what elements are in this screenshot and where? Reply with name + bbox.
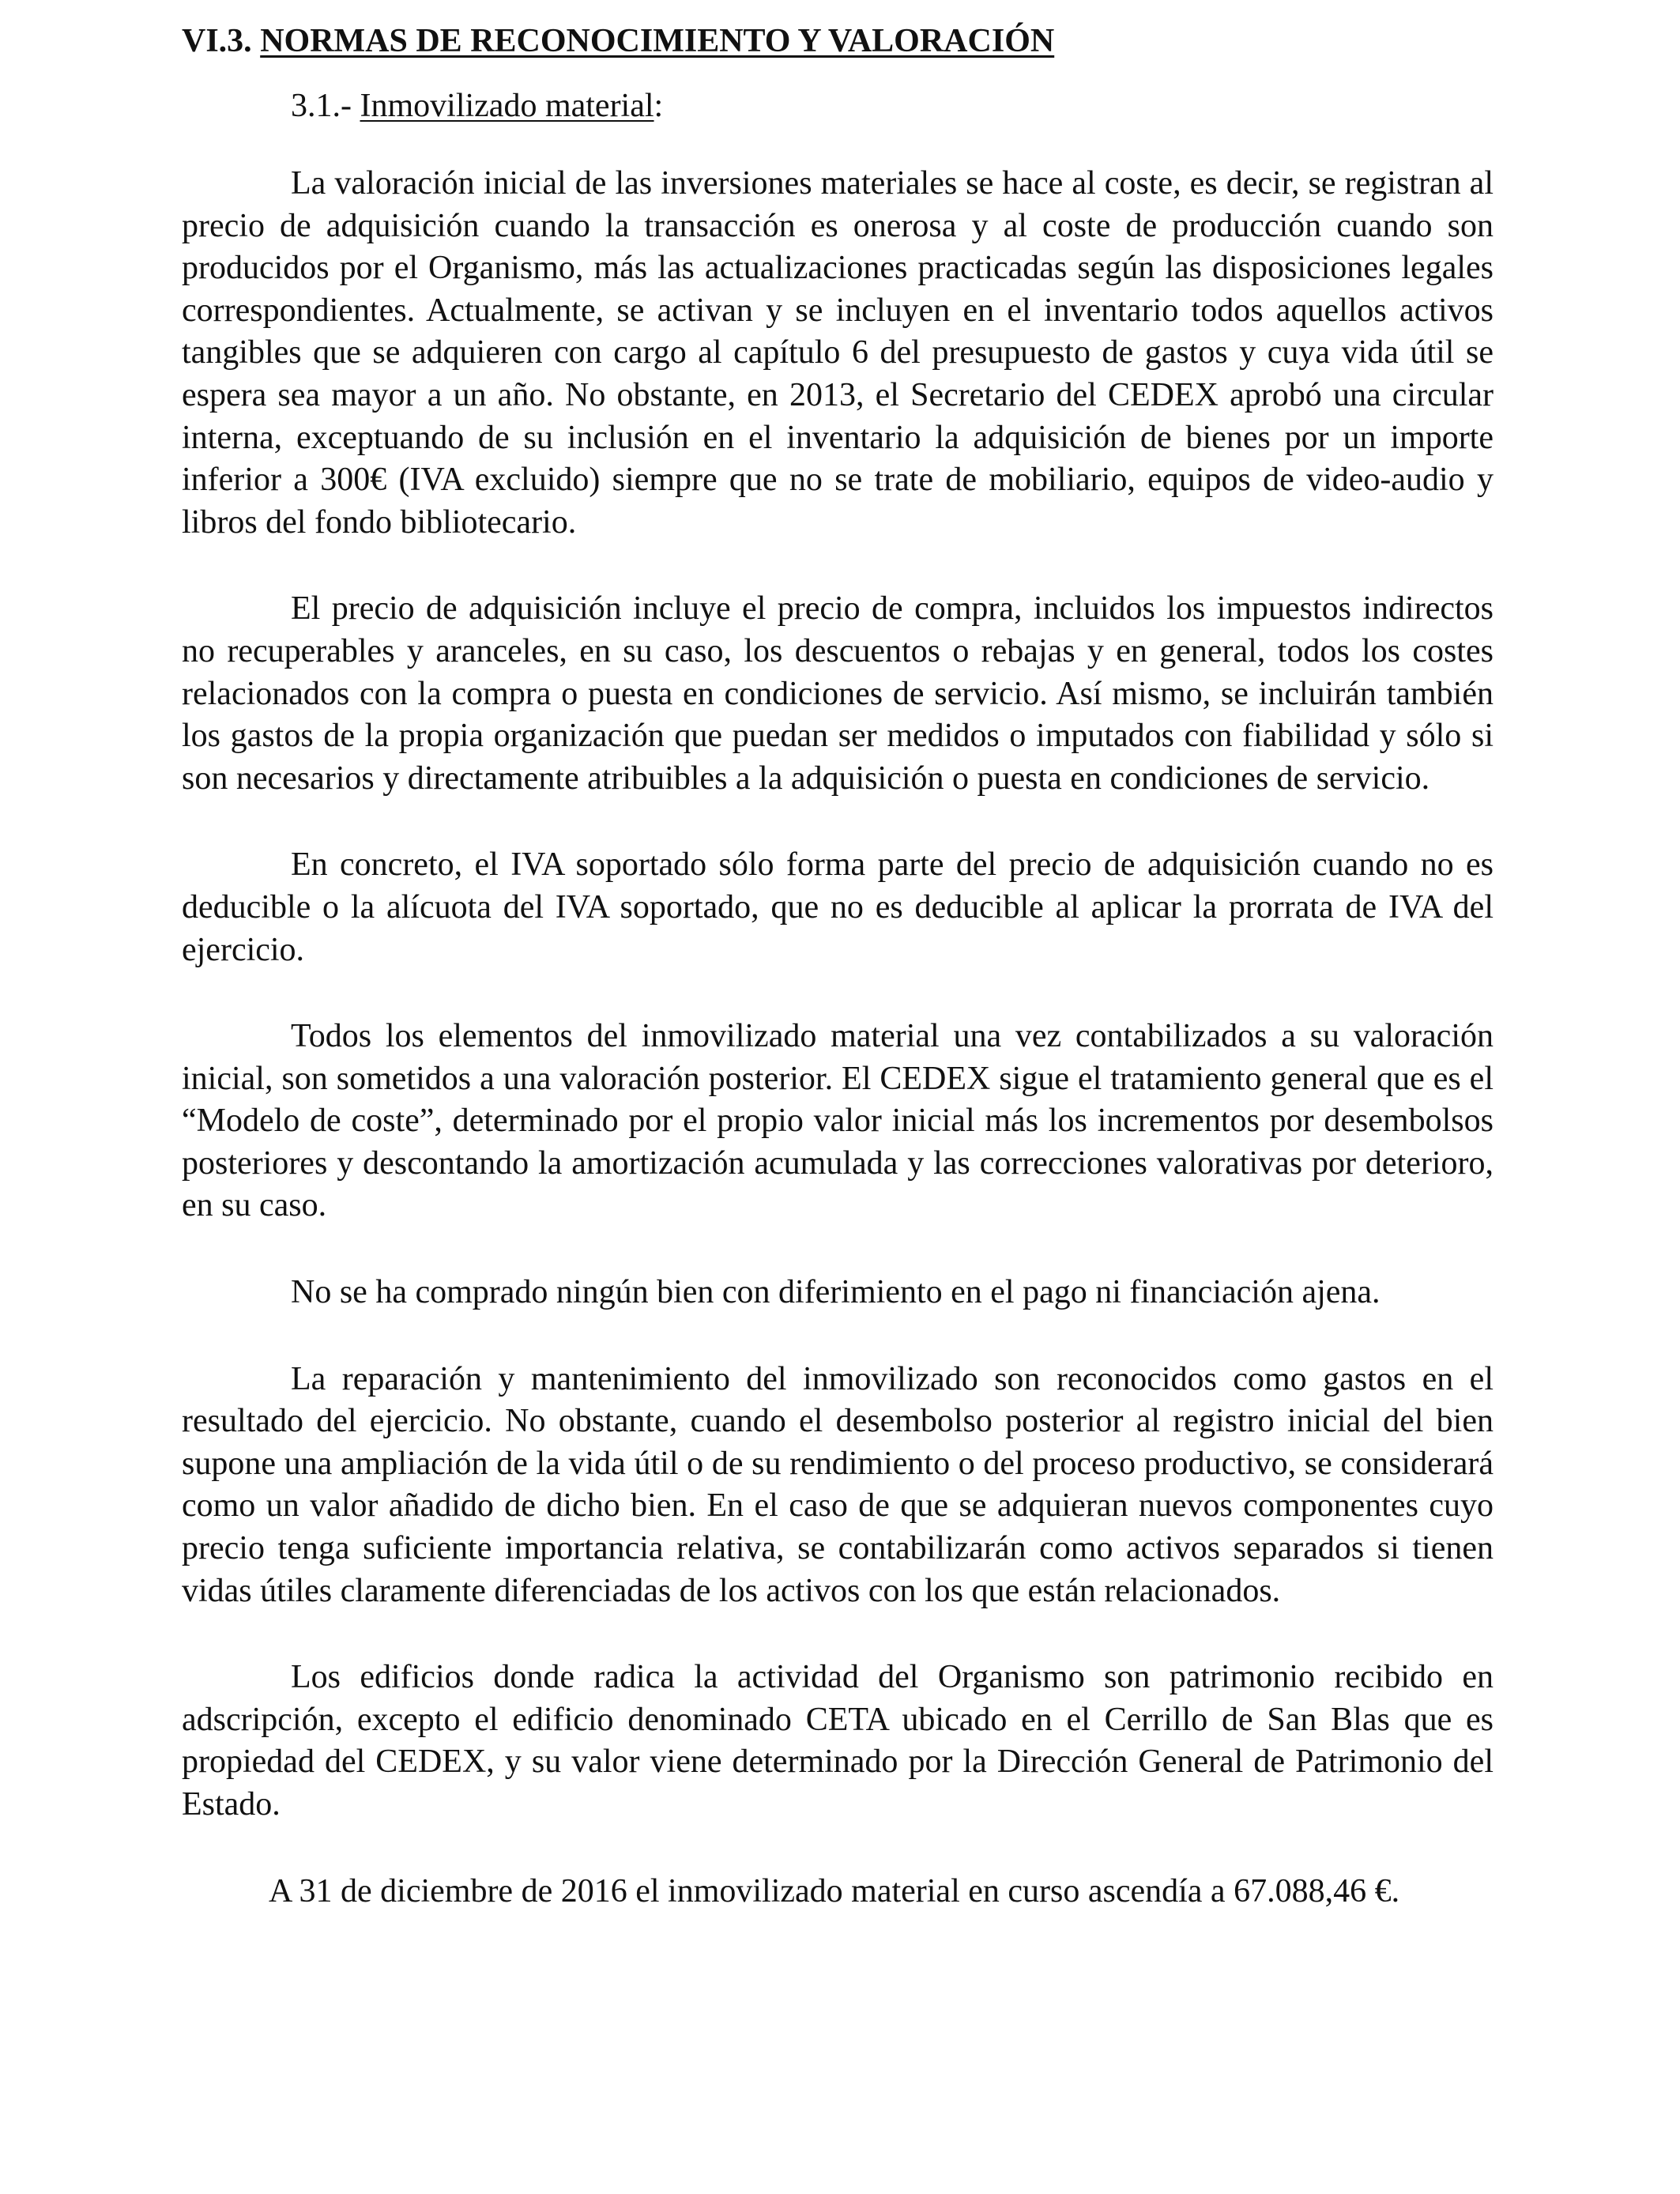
- paragraph-reparacion-mantenimiento: La reparación y mantenimiento del inmovilizado son reconocidos como gastos en el resultado del ejercicio. No obstante, cuando el desembolso posterior al registro inicial del bien supone una ampliación de la vida útil o de su rendimiento o del proceso productivo, se considerará como un valor añadido de dicho bien. En el caso de que se adquieran nuevos componentes cuyo precio tenga suficiente importancia relativa, se contabilizarán como activos separados si tienen vidas útiles claramente diferenciadas de los activos con los que están relacionados.: [182, 1360, 1494, 1609]
- closing-statement: A 31 de diciembre de 2016 el inmovilizado material en curso ascendía a 67.088,46 €.: [269, 1872, 1400, 1909]
- paragraph-valoracion-posterior: Todos los elementos del inmovilizado material una vez contabilizados a su valoración inicial, son sometidos a una valoración posterior. El CEDEX sigue el tratamiento general que es el “Modelo de coste”, determinado por el propio valor inicial más los incrementos por desembolsos posteriores y descontando la amortización acumulada y las correcciones valorativas por deterioro, en su caso.: [182, 1018, 1494, 1224]
- paragraph-precio-adquisicion: El precio de adquisición incluye el precio de compra, incluidos los impuestos indirectos no recuperables y aranceles, en su caso, los descuentos o rebajas y en general, todos los costes relacionados con la compra o puesta en condiciones de servicio. Así mismo, se incluirán también los gastos de la propia organización que puedan ser medidos o imputados con fiabilidad y sólo si son necesarios y directamente atribuibles a la adquisición o puesta en condiciones de servicio.: [182, 590, 1494, 797]
- paragraph-valoracion-inicial: La valoración inicial de las inversiones materiales se hace al coste, es decir, se registran al precio de adquisición cuando la transacción es onerosa y al coste de producción cuando son producidos por el Organismo, más las actualizaciones practicadas según las disposiciones legales correspondientes. Actualmente, se activan y se incluyen en el inventario todos aquellos activos tangibles que se adquieren con cargo al capítulo 6 del presupuesto de gastos y cuya vida útil se espera sea mayor a un año. No obstante, en 2013, el Secretario del CEDEX aprobó una circular interna, exceptuando de su inclusión en el inventario la adquisición de bienes por un importe inferior a 300€ (IVA excluido) siempre que no se trate de mobiliario, equipos de video-audio y libros del fondo bibliotecario.: [182, 165, 1494, 541]
- section-title: NORMAS DE RECONOCIMIENTO Y VALORACIÓN: [260, 23, 1055, 59]
- paragraph-edificios: Los edificios donde radica la actividad del Organismo son patrimonio recibido en adscripción, excepto el edificio denominado CETA ubicado en el Cerrillo de San Blas que es propiedad del CEDEX, y su valor viene determinado por la Dirección General de Patrimonio del Estado.: [182, 1659, 1494, 1823]
- subsection-title: Inmovilizado material: [360, 88, 654, 124]
- paragraph-diferimiento-pago: No se ha comprado ningún bien con diferimiento en el pago ni financiación ajena.: [291, 1274, 1381, 1311]
- subsection-heading: [291, 85, 1494, 126]
- subsection-colon: :: [654, 88, 664, 124]
- document-page: [182, 21, 1494, 1913]
- section-heading: [182, 21, 1494, 62]
- subsection-number: 3.1.-: [291, 88, 352, 124]
- section-number: VI.3.: [182, 23, 252, 59]
- paragraph-iva-soportado: En concreto, el IVA soportado sólo forma parte del precio de adquisición cuando no es deducible o la alícuota del IVA soportado, que no es deducible al aplicar la prorrata de IVA del ejercicio.: [182, 846, 1494, 968]
